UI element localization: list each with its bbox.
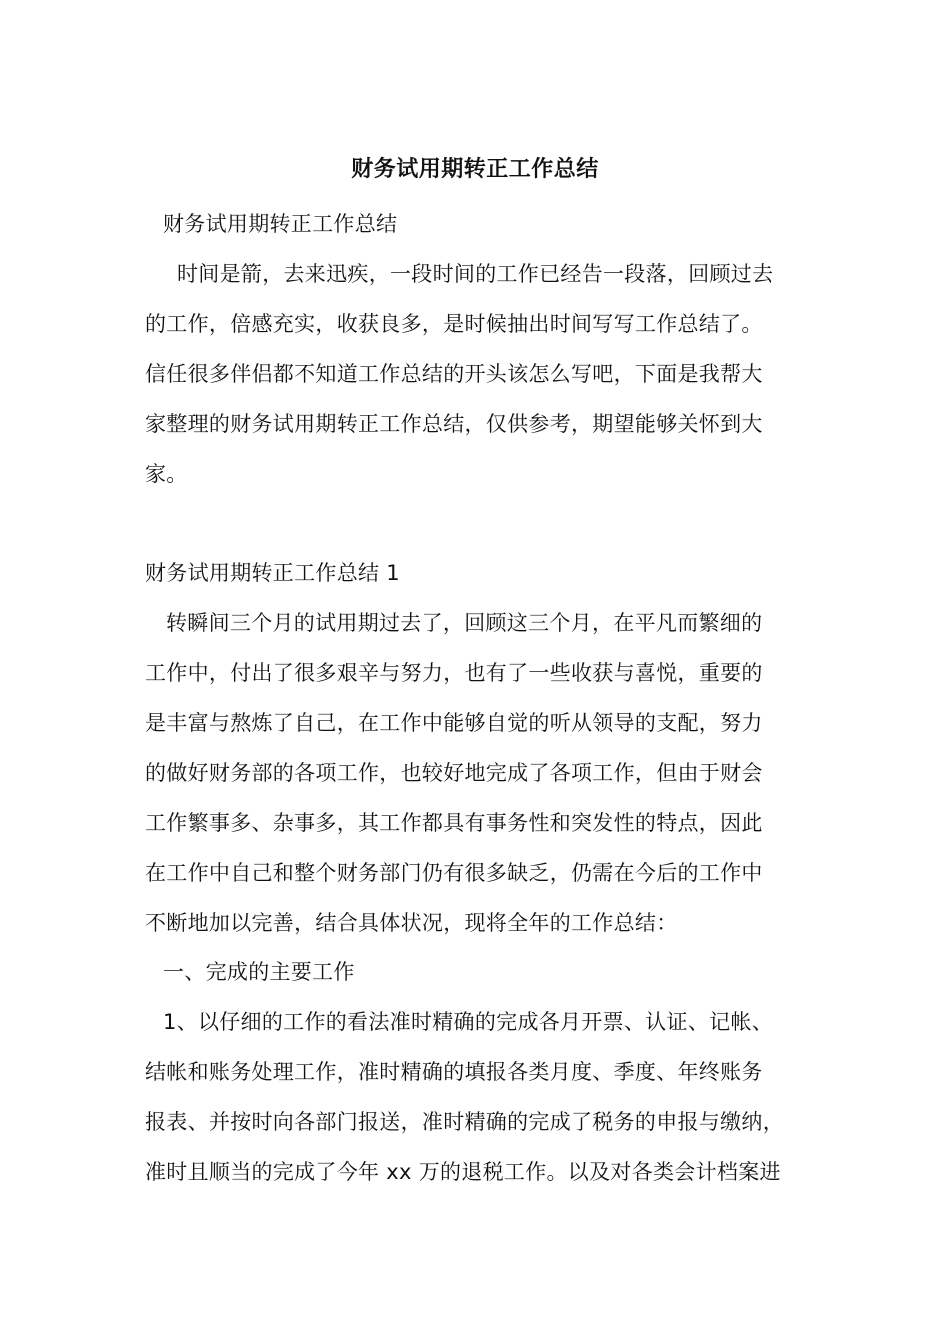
body-line: 不断地加以完善，结合具体状况，现将全年的工作总结： bbox=[145, 911, 678, 935]
item-line: 结帐和账务处理工作，准时精确的填报各类月度、季度、年终账务 bbox=[145, 1060, 763, 1084]
section-heading: 财务试用期转正工作总结 1 bbox=[145, 561, 400, 585]
body-line: 的做好财务部的各项工作，也较好地完成了各项工作，但由于财会 bbox=[145, 761, 763, 785]
body-line: 是丰富与熬炼了自己，在工作中能够自觉的听从领导的支配，努力 bbox=[145, 711, 763, 735]
item-line: 准时且顺当的完成了今年 xx 万的退税工作。以及对各类会计档案进 bbox=[145, 1160, 781, 1184]
subheading: 一、完成的主要工作 bbox=[163, 960, 355, 984]
item-line: 1、以仔细的工作的看法准时精确的完成各月开票、认证、记帐、 bbox=[163, 1010, 774, 1034]
body-line: 工作繁事多、杂事多，其工作都具有事务性和突发性的特点，因此 bbox=[145, 811, 763, 835]
document-title: 财务试用期转正工作总结 bbox=[351, 157, 599, 182]
intro-line: 家。 bbox=[145, 462, 188, 486]
intro-line: 的工作，倍感充实，收获良多，是时候抽出时间写写工作总结了。 bbox=[145, 312, 763, 336]
item-line: 报表、并按时向各部门报送，准时精确的完成了税务的申报与缴纳， bbox=[145, 1110, 784, 1134]
body-line: 工作中，付出了很多艰辛与努力，也有了一些收获与喜悦，重要的 bbox=[145, 661, 763, 685]
document-subtitle: 财务试用期转正工作总结 bbox=[163, 212, 398, 236]
body-line: 转瞬间三个月的试用期过去了，回顾这三个月，在平凡而繁细的 bbox=[166, 611, 763, 635]
intro-line: 时间是箭，去来迅疾，一段时间的工作已经告一段落，回顾过去 bbox=[177, 262, 774, 286]
intro-line: 家整理的财务试用期转正工作总结，仅供参考，期望能够关怀到大 bbox=[145, 412, 763, 436]
intro-line: 信任很多伴侣都不知道工作总结的开头该怎么写吧，下面是我帮大 bbox=[145, 362, 763, 386]
body-line: 在工作中自己和整个财务部门仍有很多缺乏，仍需在今后的工作中 bbox=[145, 861, 763, 885]
